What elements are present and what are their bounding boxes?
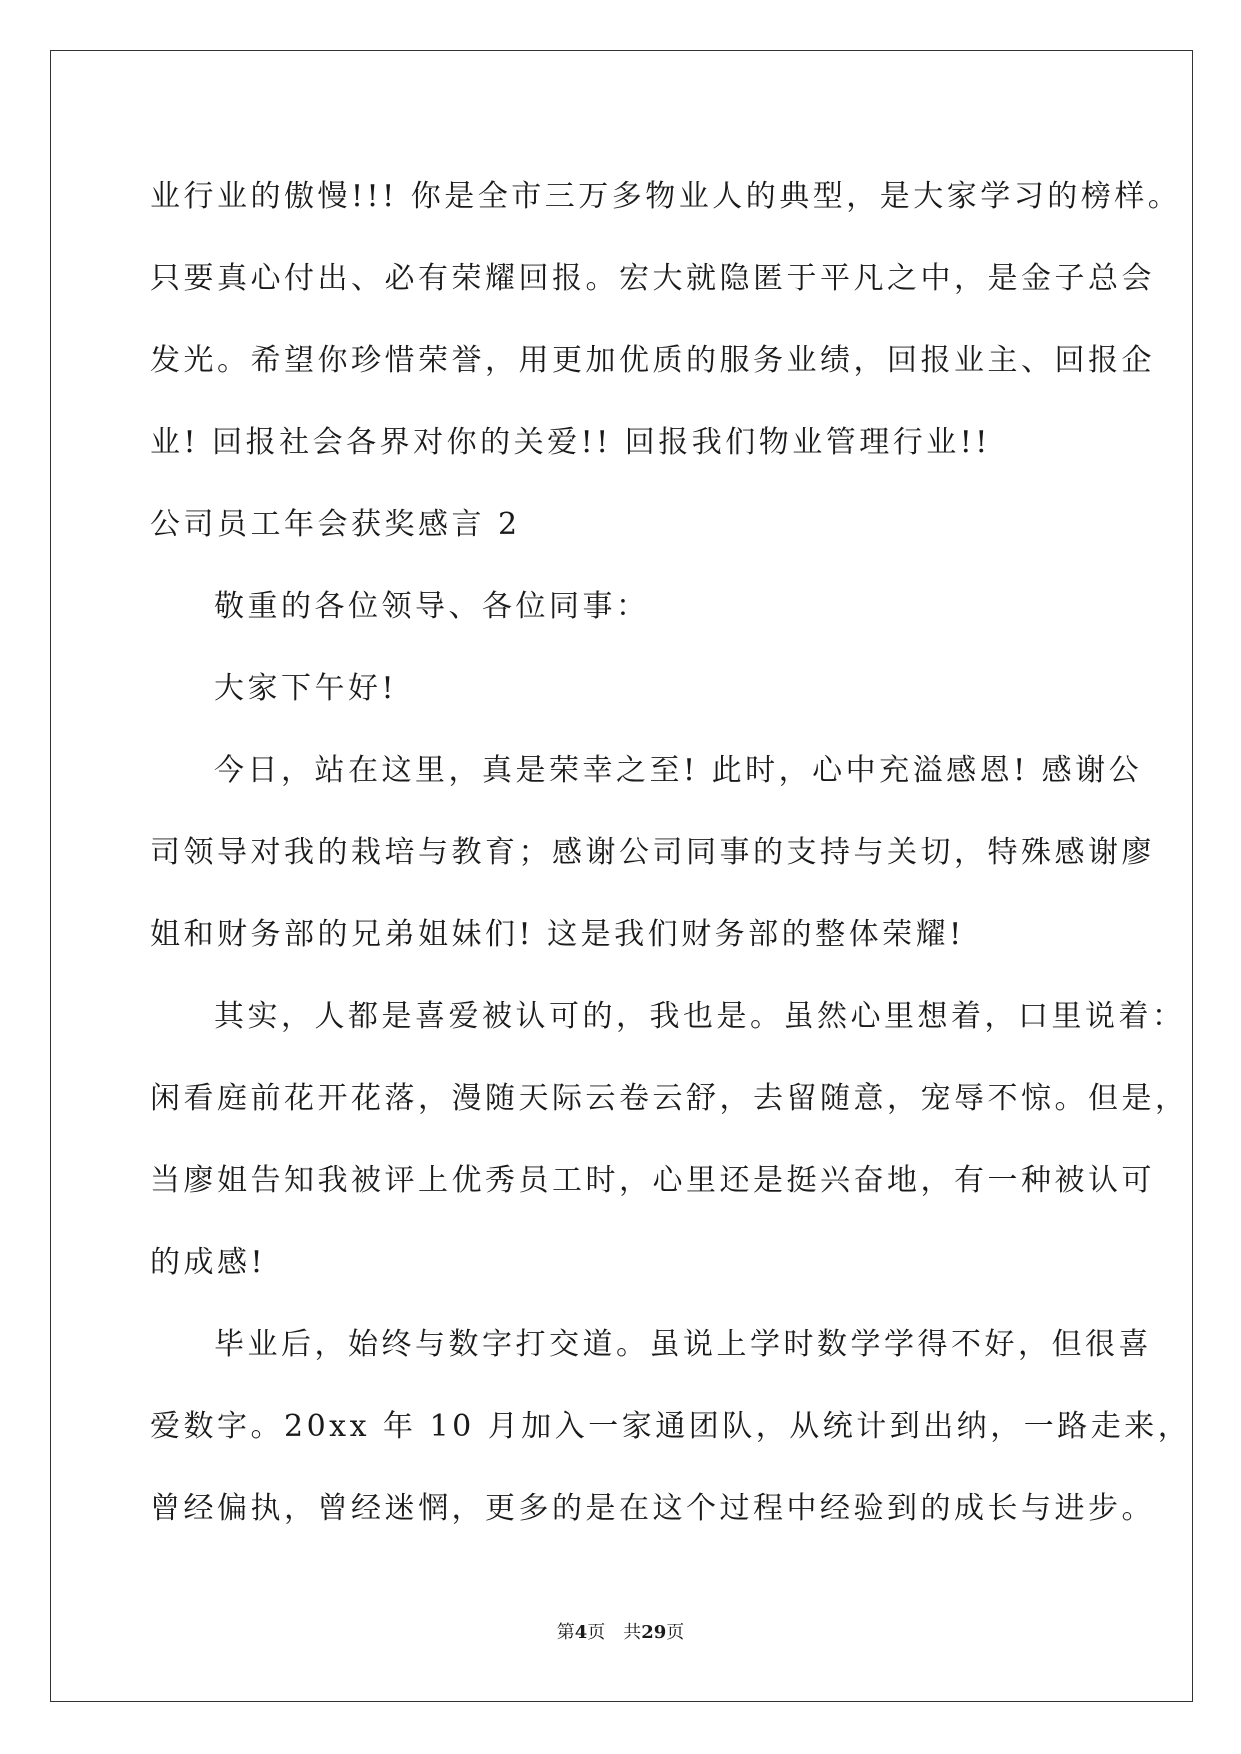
text-line: 闲看庭前花开花落，漫随天际云卷云舒，去留随意，宠辱不惊。但是， xyxy=(150,1081,1189,1116)
text-line: 司领导对我的栽培与教育；感谢公司同事的支持与关切，特殊感谢廖 xyxy=(150,835,1155,870)
text-line: 的成感! xyxy=(150,1245,267,1280)
text-line: 业行业的傲慢!!! 你是全市三万多物业人的典型，是大家学习的榜样。 xyxy=(150,179,1182,214)
footer-suffix: 页 xyxy=(666,1622,685,1643)
text-line: 业! 回报社会各界对你的关爱!! 回报我们物业管理行业!! xyxy=(150,425,991,460)
footer-mid: 页 共 xyxy=(587,1622,642,1643)
total-page-number: 29 xyxy=(641,1622,667,1643)
text-line: 敬重的各位领导、各位同事： xyxy=(214,589,650,624)
text-line: 毕业后，始终与数字打交道。虽说上学时数学学得不好，但很喜 xyxy=(214,1327,1152,1362)
text-line: 大家下午好! xyxy=(214,671,398,706)
current-page-number: 4 xyxy=(574,1622,588,1643)
footer-prefix: 第 xyxy=(556,1622,575,1643)
text-line: 只要真心付出、必有荣耀回报。宏大就隐匿于平凡之中，是金子总会 xyxy=(150,261,1155,296)
text-line: 发光。希望你珍惜荣誉，用更加优质的服务业绩，回报业主、回报企 xyxy=(150,343,1155,378)
text-line: 其实，人都是喜爱被认可的，我也是。虽然心里想着，口里说着： xyxy=(214,999,1186,1034)
text-line: 当廖姐告知我被评上优秀员工时，心里还是挺兴奋地，有一种被认可 xyxy=(150,1163,1155,1198)
document-body xyxy=(150,156,1192,1550)
section-heading: 公司员工年会获奖感言 2 xyxy=(150,507,521,542)
text-line: 今日，站在这里，真是荣幸之至! 此时，心中充溢感恩! 感谢公 xyxy=(214,753,1143,788)
text-line: 姐和财务部的兄弟姐妹们! 这是我们财务部的整体荣耀! xyxy=(150,917,965,952)
text-line: 爱数字。20xx 年 10 月加入一家通团队，从统计到出纳，一路走来， xyxy=(150,1409,1192,1444)
page-footer xyxy=(0,1621,1241,1645)
text-line: 曾经偏执，曾经迷惘，更多的是在这个过程中经验到的成长与进步。 xyxy=(150,1491,1155,1526)
